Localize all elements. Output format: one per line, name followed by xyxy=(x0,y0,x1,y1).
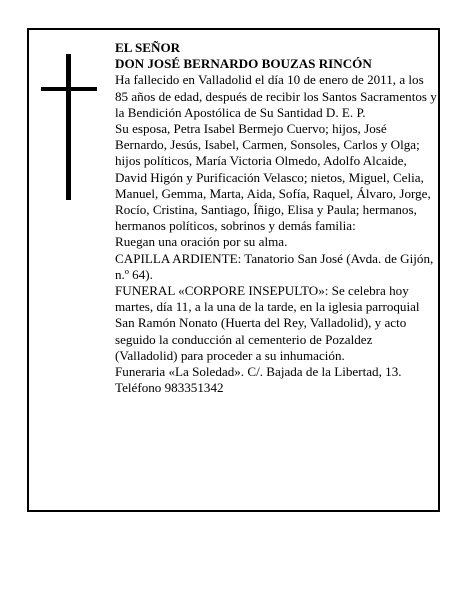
cross-icon xyxy=(41,54,97,200)
family-paragraph: Su esposa, Petra Isabel Bermejo Cuervo; hijos, José Bernardo, Jesús, Isabel, Carmen, Sonsoles, Carlos y Olga; hijos políticos, María Victoria Olmedo, Adolfo Alcaide, David Higón y Purificación Velasco; nietos, Miguel, Celia, Manuel, Gemma, Marta, Aida, Sofía, Raquel, Álvaro, Jorge, Rocío, Cristina, Santiago, Íñigo, Elisa y Paula; hermanos, hermanos políticos, sobrinos y demás familia: xyxy=(115,121,431,234)
prayer-request: Ruegan una oración por su alma. xyxy=(115,234,288,250)
deceased-name: DON JOSÉ BERNARDO BOUZAS RINCÓN xyxy=(115,56,372,72)
title-line-1: EL SEÑOR xyxy=(115,40,181,55)
obituary-text xyxy=(115,40,437,396)
death-announcement: Ha fallecido en Valladolid el día 10 de enero de 2011, a los 85 años de edad, después de recibir los Santos Sacramentos y la Bendición Apostólica de Su Santidad D. E. P. xyxy=(115,72,437,120)
obituary-notice xyxy=(27,28,440,512)
chapel-info: CAPILLA ARDIENTE: Tanatorio San José (Avda. de Gijón, n.º 64). xyxy=(115,250,434,282)
funeral-info: FUNERAL «CORPORE INSEPULTO»: Se celebra hoy martes, día 11, a la una de la tarde, en la iglesia parroquial San Ramón Nonato (Huerta del Rey, Valladolid), y acto seguido la conducción al cementerio de Pozaldez (Valladolid) para proceder a su inhumación. xyxy=(115,283,420,363)
funeral-home-info: Funeraria «La Soledad». C/. Bajada de la Libertad, 13. Teléfono 983351342 xyxy=(115,364,402,396)
